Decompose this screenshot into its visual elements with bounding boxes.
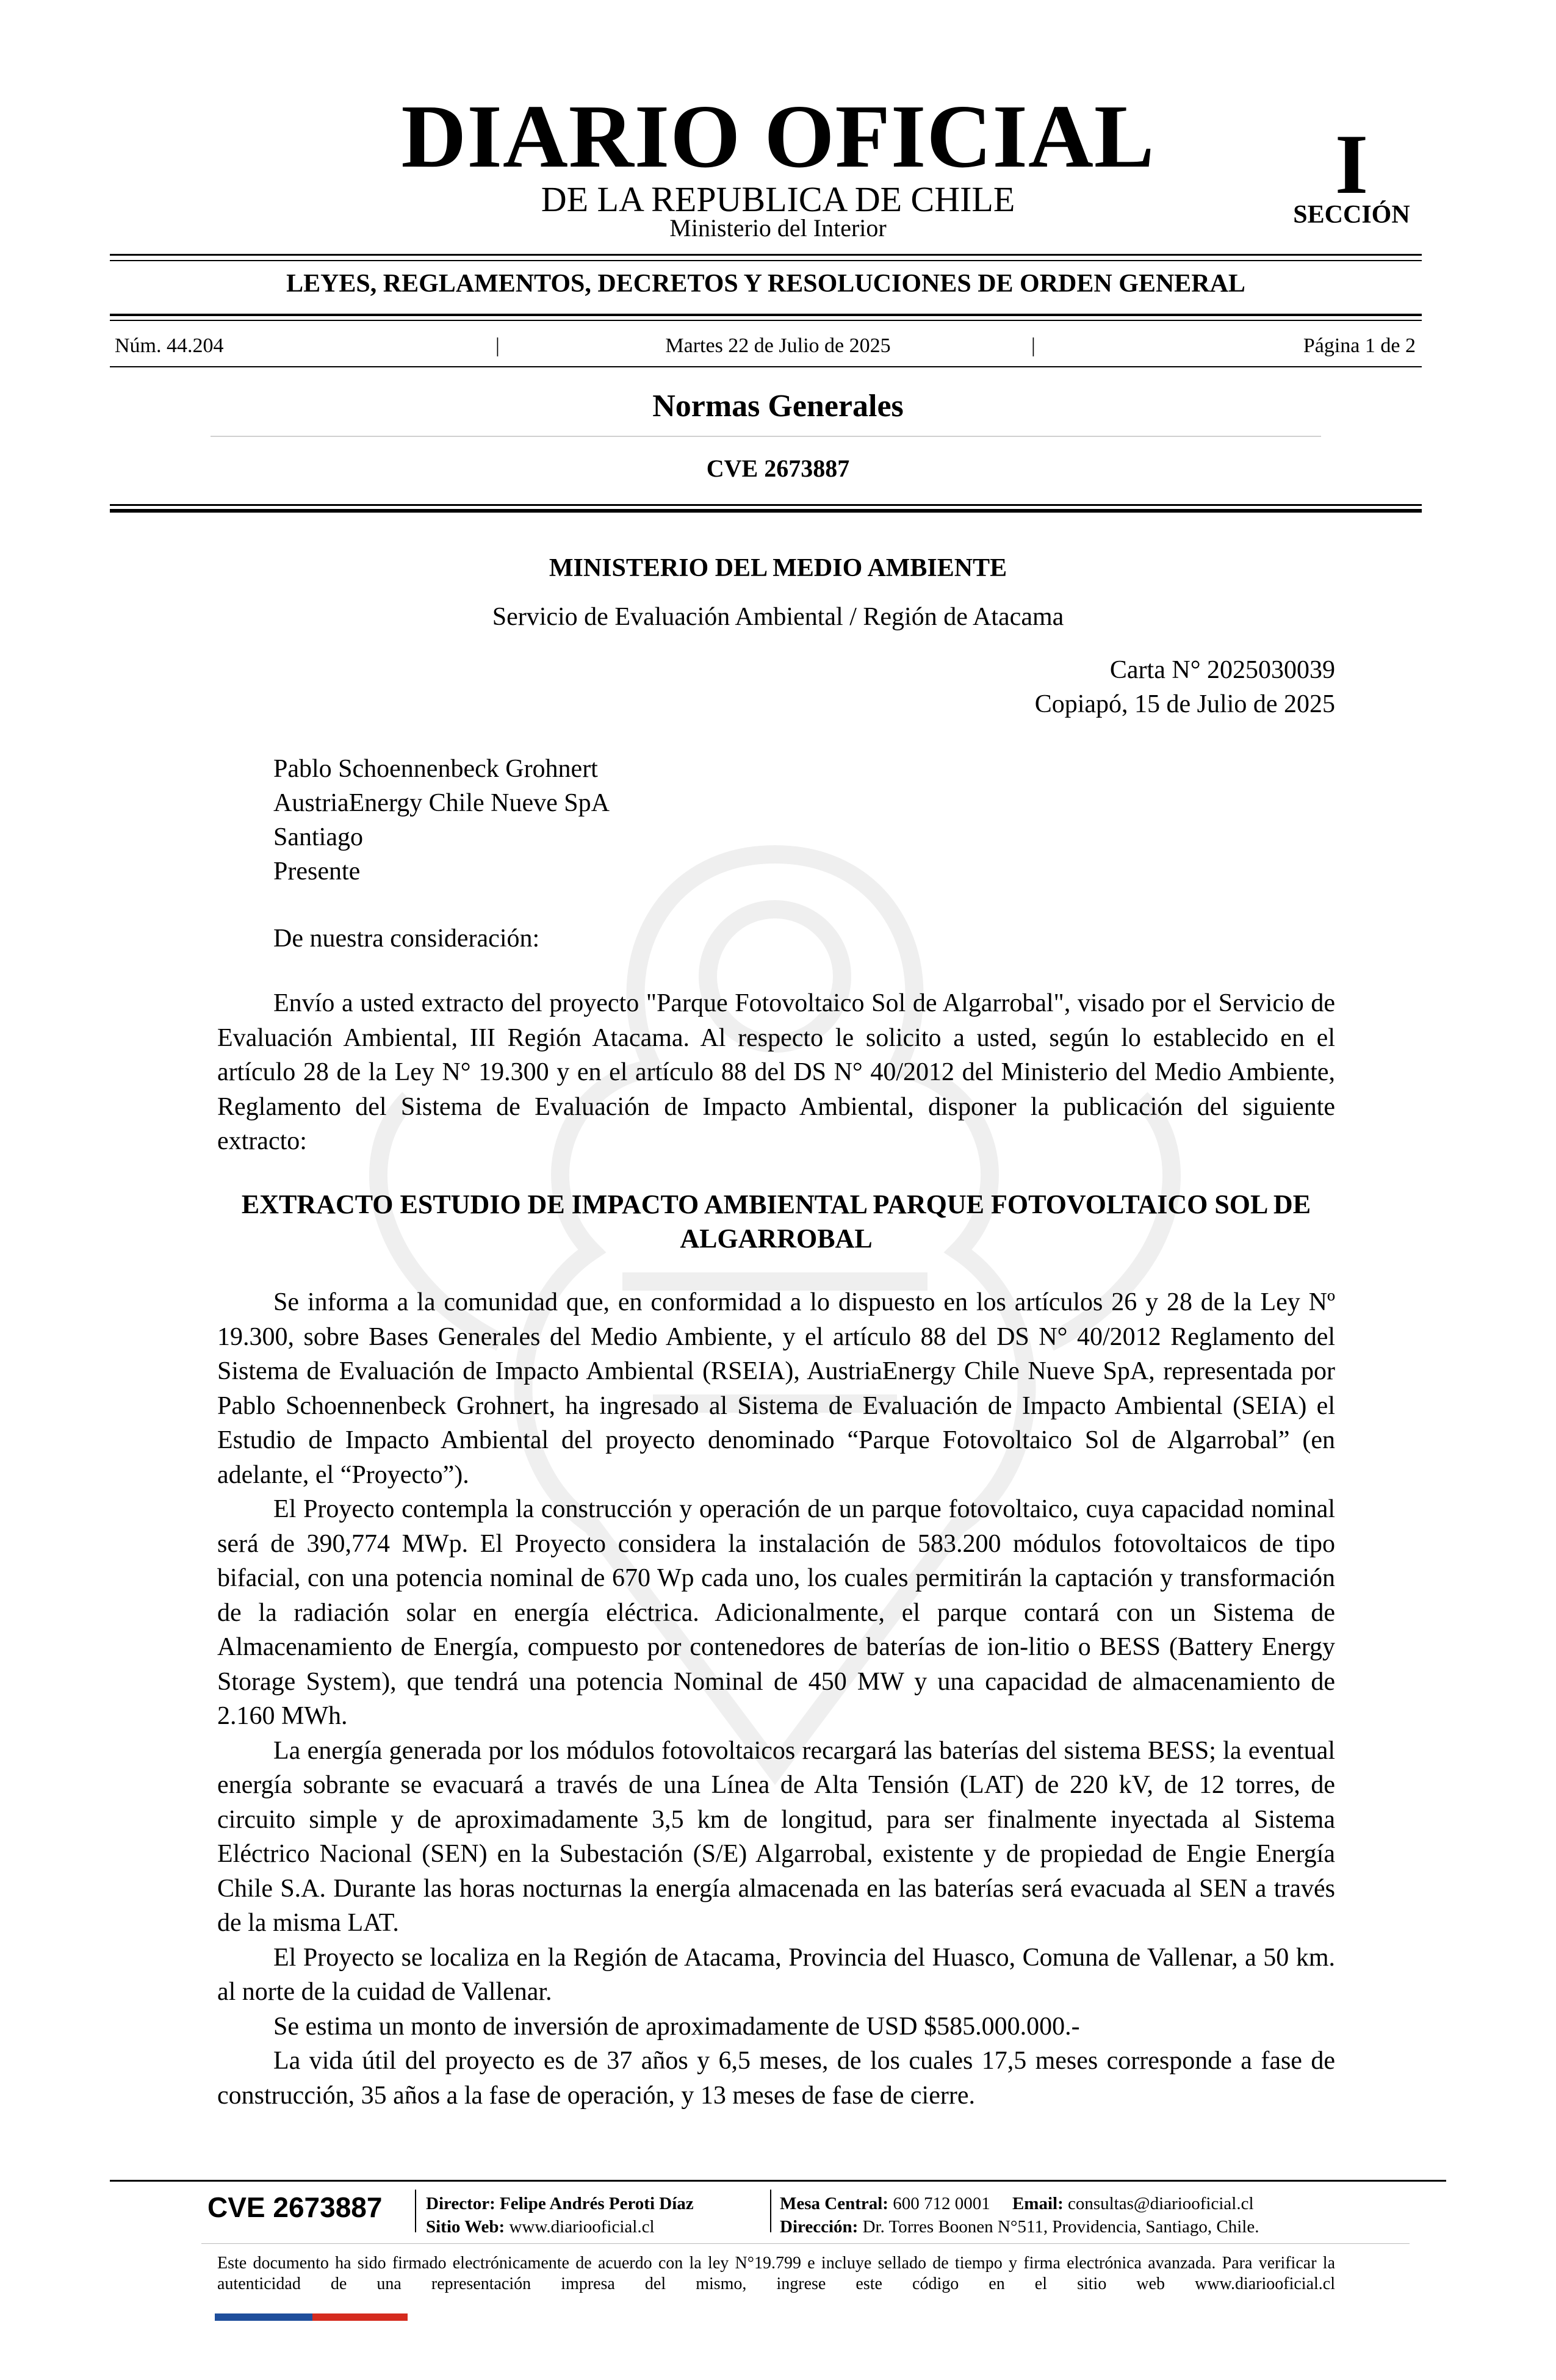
address: Dr. Torres Boonen N°511, Providencia, Santiago, Chile. xyxy=(862,2217,1259,2237)
paragraph: El Proyecto contempla la construcción y operación de un parque fotovoltaico, cuya capacidad nominal será de 390,774 MWp. El Proyecto considera la instalación de 583.200 módulos fotovoltaicos de tipo bifacial, con una potencia nominal de 670 Wp cada uno, los cuales permitirán la captación y transformación de la radiación solar en energía eléctrica. Adicionalmente, el parque contará con un Sistema de Almacenamiento de Energía, compuesto por contenedores de baterías de ion-litio o BESS (Battery Energy Storage System), que tendrá una potencia Nominal de 450 MW y una capacidad de almacenamiento de 2.160 MWh. xyxy=(217,1495,1335,1730)
email-label: Email: xyxy=(1012,2194,1064,2213)
category-banner: LEYES, REGLAMENTOS, DECRETOS Y RESOLUCIONES DE ORDEN GENERAL xyxy=(286,270,1245,298)
paragraph: La vida útil del proyecto es de 37 años y 6,5 meses, de los cuales 17,5 meses corresponde a fase de construcción, 35 años a la fase de operación, y 13 meses de fase de cierre. xyxy=(217,2047,1335,2110)
flag-stripe-blue xyxy=(215,2313,312,2321)
header-rule-bottom xyxy=(110,509,1422,513)
issue-rule xyxy=(110,366,1422,367)
recipient-name: Pablo Schoennenbeck Grohnert xyxy=(273,755,598,783)
footer-contact-info xyxy=(780,2192,1259,2238)
director-name: Felipe Andrés Peroti Díaz xyxy=(500,2194,694,2213)
service-subheading: Servicio de Evaluación Ambiental / Región de Atacama xyxy=(492,603,1064,631)
director-label: Director: xyxy=(426,2194,495,2213)
issue-separator: | xyxy=(495,334,500,357)
phone-number: 600 712 0001 xyxy=(893,2194,990,2213)
issue-separator: | xyxy=(1031,334,1036,357)
paragraph: Se informa a la comunidad que, en conformidad a lo dispuesto en los artículos 26 y 28 de la Ley Nº 19.300, sobre Bases Generales del Medio Ambiente, y el artículo 88 del DS N° 40/2012 Reglamento del Sistema de Evaluación de Impacto Ambiental (RSEIA), AustriaEnergy Chile Nueve SpA, representada por Pablo Schoennenbeck Grohnert, ha ingresado al Sistema de Evaluación de Impacto Ambiental (SEIA) el Estudio de Impacto Ambiental del proyecto denominado “Parque Fotovoltaico Sol de Algarrobal” (en adelante, el “Proyecto”). xyxy=(217,1288,1335,1489)
address-label: Dirección: xyxy=(780,2217,859,2237)
section-number: I xyxy=(1334,117,1369,212)
recipient-block xyxy=(273,752,610,889)
masthead-title: DIARIO OFICIAL xyxy=(401,87,1155,187)
paragraph: Se estima un monto de inversión de aproximadamente de USD $585.000.000.- xyxy=(273,2012,1080,2041)
flag-stripe-red xyxy=(312,2313,408,2321)
intro-paragraph xyxy=(217,986,1335,1159)
section-label: SECCIÓN xyxy=(1293,201,1410,229)
recipient-company: AustriaEnergy Chile Nueve SpA xyxy=(273,789,610,817)
banner-rule-bottom xyxy=(110,320,1422,321)
letter-reference xyxy=(1035,653,1335,721)
recipient-presente: Presente xyxy=(273,857,361,885)
recipient-city: Santiago xyxy=(273,823,363,851)
salutation: De nuestra consideración: xyxy=(273,925,540,953)
issue-date: Martes 22 de Julio de 2025 xyxy=(665,334,891,357)
cve-code: CVE 2673887 xyxy=(706,455,850,482)
masthead-rule-bottom xyxy=(110,260,1422,261)
footer-note-rule xyxy=(201,2243,1410,2244)
masthead-ministry: Ministerio del Interior xyxy=(669,214,887,242)
paragraph: El Proyecto se localiza en la Región de Atacama, Provincia del Huasco, Comuna de Vallenar, a 50 km. al norte de la cuidad de Vallenar. xyxy=(217,1943,1335,2006)
footer-signature-note: Este documento ha sido firmado electrónicamente de acuerdo con la ley N°19.799 e incluye sellado de tiempo y firma electrónica avanzada. Para verificar la autenticidad de una representación impresa del mismo, ingrese este código en el sitio web www.diariooficial.cl xyxy=(217,2254,1335,2293)
masthead-subtitle: DE LA REPUBLICA DE CHILE xyxy=(541,179,1015,219)
issue-page: Página 1 de 2 xyxy=(1303,334,1416,357)
phone-label: Mesa Central: xyxy=(780,2194,888,2213)
site-label: Sitio Web: xyxy=(426,2217,505,2237)
section-heading: Normas Generales xyxy=(652,389,904,424)
extract-title: EXTRACTO ESTUDIO DE IMPACTO AMBIENTAL PARQUE FOTOVOLTAICO SOL DE ALGARROBAL xyxy=(241,1189,1311,1253)
footer-divider xyxy=(415,2190,416,2232)
header-rule-top xyxy=(110,504,1422,506)
letter-place-date: Copiapó, 15 de Julio de 2025 xyxy=(1034,690,1335,718)
paragraph: La energía generada por los módulos fotovoltaicos recargará las baterías del sistema BESS; la eventual energía sobrante se evacuará a través de una Línea de Alta Tensión (LAT) de 220 kV, de 12 torres, de circuito simple y de aproximadamente 3,5 km de longitud, para ser finalmente inyectada al Sistema Eléctrico Nacional (SEN) en la Subestación (S/E) Algarrobal, existente y de propiedad de Engie Energía Chile S.A. Durante las horas nocturnas la energía almacenada en las baterías será evacuada al SEN a través de la misma LAT. xyxy=(217,1736,1335,1937)
banner-rule-top xyxy=(110,314,1422,316)
footer-divider xyxy=(770,2190,771,2232)
section-heading-rule xyxy=(211,436,1321,437)
extract-body xyxy=(217,1285,1335,2113)
letter-number: Carta N° 2025030039 xyxy=(1109,656,1335,684)
issue-number: Núm. 44.204 xyxy=(115,334,224,357)
email-link[interactable]: consultas@diariooficial.cl xyxy=(1068,2194,1254,2213)
footer-cve-code: CVE 2673887 xyxy=(207,2191,383,2223)
paragraph: Envío a usted extracto del proyecto "Parque Fotovoltaico Sol de Algarrobal", visado por el Servicio de Evaluación Ambiental, III Región Atacama. Al respecto le solicito a usted, según lo establecido en el artículo 28 de la Ley N° 19.300 y en el artículo 88 del DS N° 40/2012 del Ministerio del Medio Ambiente, Reglamento del Sistema de Evaluación de Impacto Ambiental, disponer la publicación del siguiente extracto: xyxy=(217,989,1335,1155)
footer-director-info xyxy=(426,2192,694,2238)
site-link[interactable]: www.diariooficial.cl xyxy=(509,2217,655,2237)
footer-rule xyxy=(110,2180,1446,2182)
masthead-rule-top xyxy=(110,254,1422,256)
ministry-heading: MINISTERIO DEL MEDIO AMBIENTE xyxy=(549,554,1007,582)
